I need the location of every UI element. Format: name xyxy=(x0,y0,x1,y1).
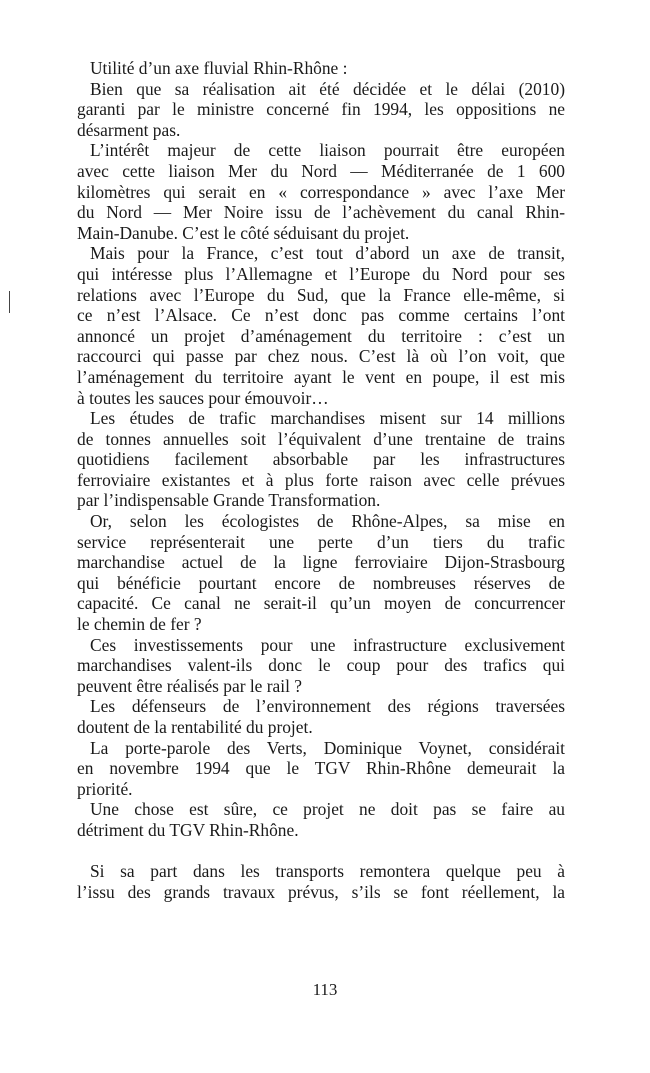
text-line: le chemin de fer ? xyxy=(77,614,202,635)
text-line: l’aménagement du territoire ayant le vent en poupe, il est mis xyxy=(77,366,565,387)
text-line: désarment pas. xyxy=(77,119,181,140)
margin-mark xyxy=(9,291,10,313)
text-line: par l’indispensable Grande Transformation. xyxy=(77,490,381,511)
text-line: ferroviaire existantes et à plus forte raison avec celle prévues xyxy=(77,469,565,490)
text-line: raccourci qui passe par chez nous. C’est là où l’on voit, que xyxy=(77,346,565,367)
text-line: peuvent être réalisés par le rail ? xyxy=(77,675,302,696)
page-body xyxy=(77,58,565,902)
text-line: La porte-parole des Verts, Dominique Voynet, considérait xyxy=(90,737,565,758)
text-line: de tonnes annuelles soit l’équivalent d’une trentaine de trains xyxy=(77,428,565,449)
text-line: Une chose est sûre, ce projet ne doit pas se faire au xyxy=(90,799,565,820)
text-line: priorité. xyxy=(77,778,133,799)
text-line: Ces investissements pour une infrastructure exclusivement xyxy=(90,634,565,655)
text-line: Mais pour la France, c’est tout d’abord un axe de transit, xyxy=(90,243,565,264)
page-number: 113 xyxy=(312,980,338,999)
text-line: garanti par le ministre concerné fin 1994, les oppositions ne xyxy=(77,99,565,120)
text-line: qui bénéficie pourtant encore de nombreuses réserves de xyxy=(77,572,565,593)
text-line: quotidiens facilement absorbable par les infrastructures xyxy=(77,449,565,470)
text-line: Bien que sa réalisation ait été décidée et le délai (2010) xyxy=(90,78,565,99)
text-line: kilomètres qui serait en « correspondance » avec l’axe Mer xyxy=(77,181,565,202)
text-line: avec cette liaison Mer du Nord — Méditerranée de 1 600 xyxy=(77,160,565,181)
text-line: annoncé un projet d’aménagement du territoire : c’est un xyxy=(77,325,565,346)
text-line: marchandises valent-ils donc le coup pour des trafics qui xyxy=(77,655,565,676)
text-line: doutent de la rentabilité du projet. xyxy=(77,717,313,737)
text-line: capacité. Ce canal ne serait-il qu’un moyen de concurrencer xyxy=(77,593,565,614)
paragraph-gap xyxy=(77,841,565,862)
text-line: à toutes les sauces pour émouvoir… xyxy=(77,387,329,408)
text-line: ce n’est l’Alsace. Ce n’est donc pas comme certains l’ont xyxy=(77,305,565,326)
text-line: en novembre 1994 que le TGV Rhin-Rhône demeurait la xyxy=(77,758,565,779)
text-line: Les études de trafic marchandises misent sur 14 millions xyxy=(90,408,565,429)
text-line: service représenterait une perte d’un tiers du trafic xyxy=(77,531,565,552)
text-line: détriment du TGV Rhin-Rhône. xyxy=(77,819,299,840)
text-line: marchandise actuel de la ligne ferroviaire Dijon-Strasbourg xyxy=(77,552,565,573)
text-line: Or, selon les écologistes de Rhône-Alpes, sa mise en xyxy=(90,511,565,532)
text-line: L’intérêt majeur de cette liaison pourrait être européen xyxy=(90,140,565,161)
text-line: du Nord — Mer Noire issu de l’achèvement du canal Rhin- xyxy=(77,202,565,223)
text-line: l’issu des grands travaux prévus, s’ils se font réellement, la xyxy=(77,881,565,902)
text-line: relations avec l’Europe du Sud, que la France elle-même, si xyxy=(77,284,565,305)
text-line: Main-Danube. C’est le côté séduisant du projet. xyxy=(77,222,410,243)
text-line: Si sa part dans les transports remontera quelque peu à xyxy=(90,861,565,882)
text-line: qui intéresse plus l’Allemagne et l’Europe du Nord pour ses xyxy=(77,263,565,284)
text-line: Les défenseurs de l’environnement des régions traversées xyxy=(90,696,565,717)
section-heading: Utilité d’un axe fluvial Rhin-Rhône : xyxy=(90,58,348,78)
